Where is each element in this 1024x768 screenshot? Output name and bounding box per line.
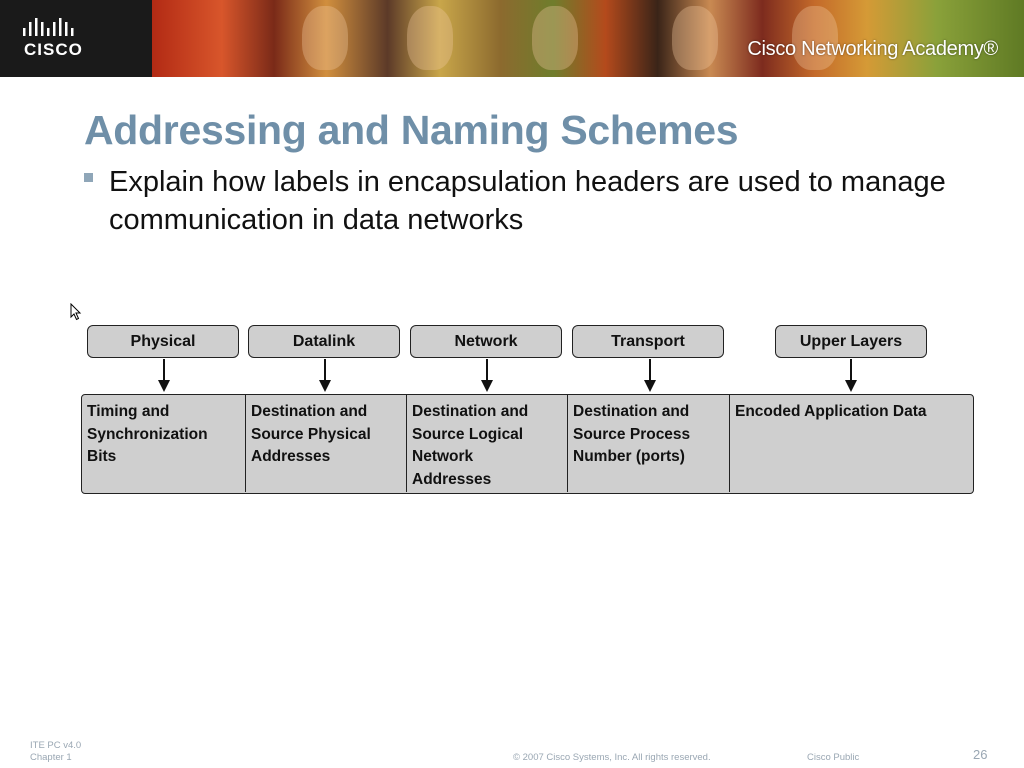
layer-box-datalink: Datalink: [248, 325, 400, 358]
academy-brand: Cisco Networking Academy®: [747, 38, 998, 60]
table-cell-transport: Destination and Source Process Number (ports): [568, 395, 730, 492]
bullet-text: Explain how labels in encapsulation headers are used to manage communication in data networks: [109, 166, 946, 236]
down-arrow-icon: [844, 359, 858, 393]
down-arrow-icon: [157, 359, 171, 393]
banner-face: [407, 6, 453, 70]
banner-face: [532, 6, 578, 70]
table-cell-datalink: Destination and Source Physical Addresses: [246, 395, 407, 492]
layer-box-upper-layers: Upper Layers: [775, 325, 927, 358]
page-number: 26: [973, 747, 988, 762]
layer-box-physical: Physical: [87, 325, 239, 358]
slide-title: Addressing and Naming Schemes: [84, 107, 739, 153]
table-cell-upper-layers: Encoded Application Data: [735, 403, 927, 420]
down-arrow-icon: [643, 359, 657, 393]
banner-face: [672, 6, 718, 70]
cisco-bridge-icon: [14, 16, 98, 38]
footer-chapter: Chapter 1: [30, 752, 72, 763]
header-banner: [0, 0, 1024, 77]
layer-box-transport: Transport: [572, 325, 724, 358]
banner-face: [302, 6, 348, 70]
down-arrow-icon: [480, 359, 494, 393]
cisco-logo-text: CISCO: [24, 40, 83, 59]
footer-course: ITE PC v4.0: [30, 740, 82, 751]
table-cell-physical: Timing and Synchronization Bits: [82, 395, 246, 492]
cisco-logo: [14, 16, 98, 62]
bullet-square-icon: [84, 173, 93, 182]
table-cell-network: Destination and Source Logical Network Addresses: [407, 395, 568, 492]
layer-box-network: Network: [410, 325, 562, 358]
header-fields-table: [81, 394, 974, 494]
footer-copyright: © 2007 Cisco Systems, Inc. All rights reserved.: [513, 752, 711, 763]
footer-classification: Cisco Public: [807, 752, 860, 763]
mouse-pointer-icon: [70, 303, 82, 321]
footer-course-info: [30, 740, 81, 764]
down-arrow-icon: [318, 359, 332, 393]
